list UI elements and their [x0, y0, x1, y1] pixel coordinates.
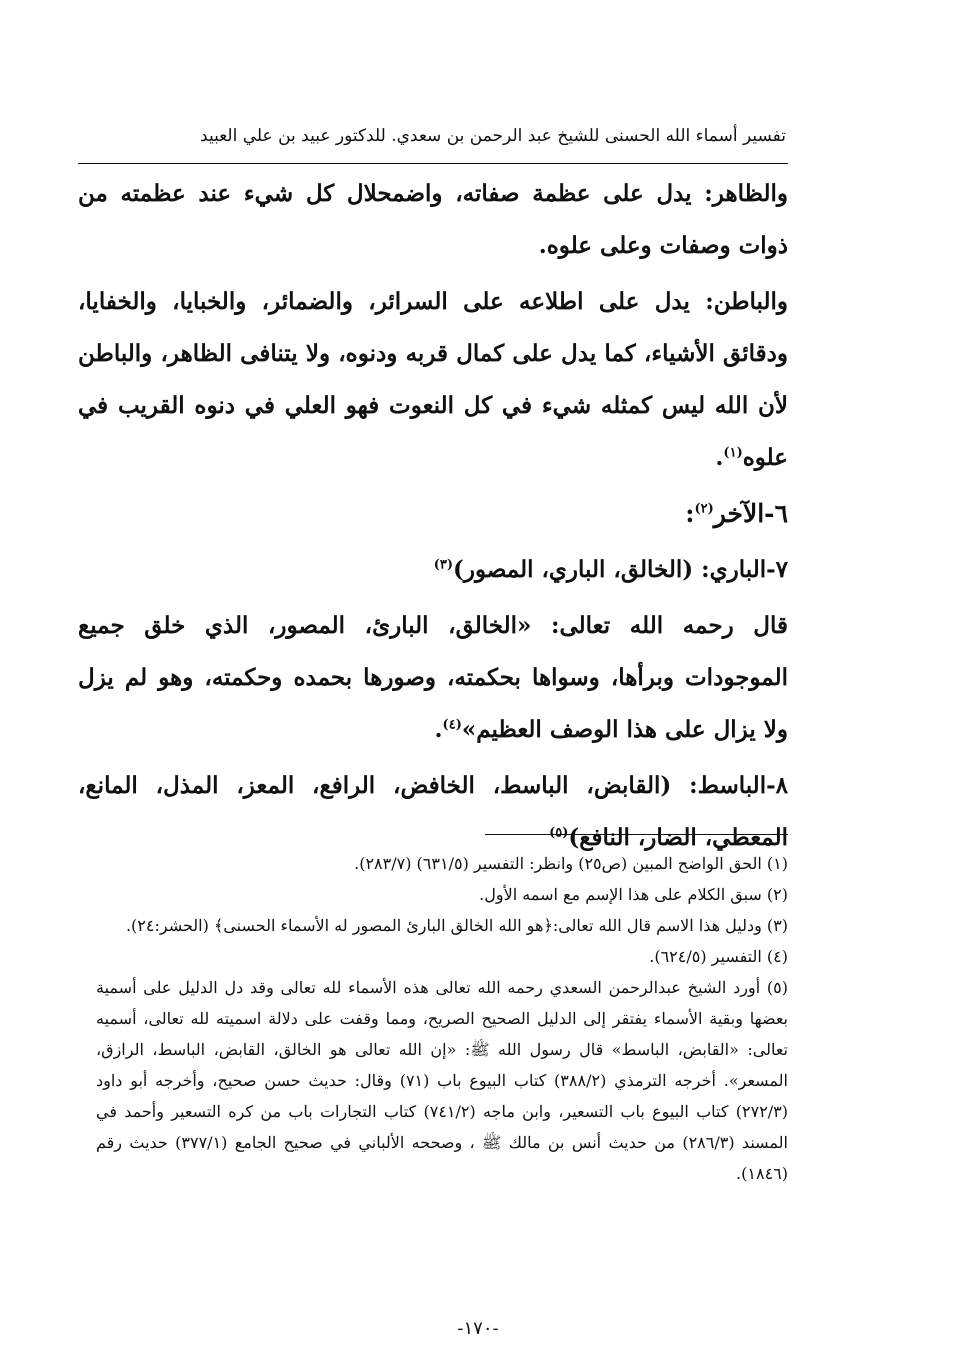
footnote-3: (٣) ودليل هذا الاسم قال الله تعالى:﴿هو الله الخالق البارئ المصور له الأسماء الحسنى﴾ (الحشر:٢٤).: [125, 916, 788, 935]
footnote-ref-2: (٢): [694, 501, 714, 517]
paragraph-bari-quote-text: قال رحمه الله تعالى: «الخالق، البارئ، المصور، الذي خلق جميع الموجودات وبرأها، وسواها بحكمته، وصورها بحمده وحكمته، وهو لم يزل ولا يزال على هذا الوصف العظيم»: [78, 612, 788, 743]
heading-bari-text: ٧-الباري: (الخالق، الباري، المصور): [452, 556, 788, 583]
footnote-4: (٤) التفسير (٦٢٤/٥).: [649, 947, 788, 966]
footnote-2: (٢) سبق الكلام على هذا الإسم مع اسمه الأول.: [479, 885, 788, 904]
running-header: تفسير أسماء الله الحسنى للشيخ عبد الرحمن بن سعدي. للدكتور عبيد بن علي العبيد: [200, 126, 786, 146]
paragraph-zahir: [78, 168, 788, 272]
footnote-ref-5: (٥): [549, 825, 569, 841]
heading-basit-text: ٨-الباسط: (القابض، الباسط، الخافض، الرافع، المعز، المذل، المانع، المعطي، الضار، النافع): [78, 772, 788, 851]
paragraph-zahir-text: والظاهر: يدل على عظمة صفاته، واضمحلال كل شيء عند عظمته من ذوات وصفات وعلى علوه.: [78, 180, 788, 259]
paragraph-bari-quote: [78, 600, 788, 756]
paragraph-batin: [78, 276, 788, 484]
heading-bari: [78, 544, 788, 596]
paragraph-batin-text: والباطن: يدل على اطلاعه على السرائر، والضمائر، والخبايا، والخفايا، ودقائق الأشياء، كما يدل على كمال قربه ودنوه، ولا يتنافى الظاهر، والباطن لأن الله ليس كمثله شيء في كل النعوت فهو العلي في دنوه القريب في علوه: [78, 288, 788, 471]
header-rule: [78, 163, 788, 164]
footnotes: [96, 848, 788, 1189]
heading-akhir-text: ٦-الآخر: [713, 499, 788, 528]
paragraph-bari-quote-end: .: [434, 716, 443, 743]
footnote-5: (٥) أورد الشيخ عبدالرحمن السعدي رحمه الله تعالى هذه الأسماء لله تعالى وقد دل الدليل على أسمية بعضها وبقية الأسماء يفتقر إلى الدليل الصحيح الصريح، ومما وقفت على دلالة اسميته لله تعالى، أسميه تعالى: «القابض، الباسط» قال رسول الله ﷺ: «إن الله تعالى هو الخالق، القابض، الباسط، الرازق، المسعر». أخرجه الترمذي (٣٨٨/٢) كتاب البيوع باب (٧١) وقال: حديث حسن صحيح، وأخرجه أبو داود (٢٧٢/٣) كتاب البيوع باب التسعير، وابن ماجه (٧٤١/٢) كتاب التجارات باب من كره التسعير وأحمد في المسند (٢٨٦/٣) من حديث أنس بن مالك ﷺ ، وصححه الألباني في صحيح الجامع (٣٧٧/١) حديث رقم (١٨٤٦).: [96, 978, 789, 1183]
paragraph-batin-end: .: [715, 444, 724, 471]
footnote-ref-4: (٤): [442, 717, 462, 733]
footnote-rule: [485, 834, 788, 835]
heading-akhir: [78, 488, 788, 540]
heading-akhir-end: :: [685, 499, 695, 528]
body-text: [78, 168, 788, 868]
page-number: -١٧٠-: [457, 1318, 499, 1339]
footnote-ref-3: (٣): [433, 557, 453, 573]
footnote-1: (١) الحق الواضح المبين (ص٢٥) وانظر: التفسير (٦٣١/٥) (٢٨٣/٧).: [354, 854, 788, 873]
footnote-ref-1: (١): [723, 445, 743, 461]
